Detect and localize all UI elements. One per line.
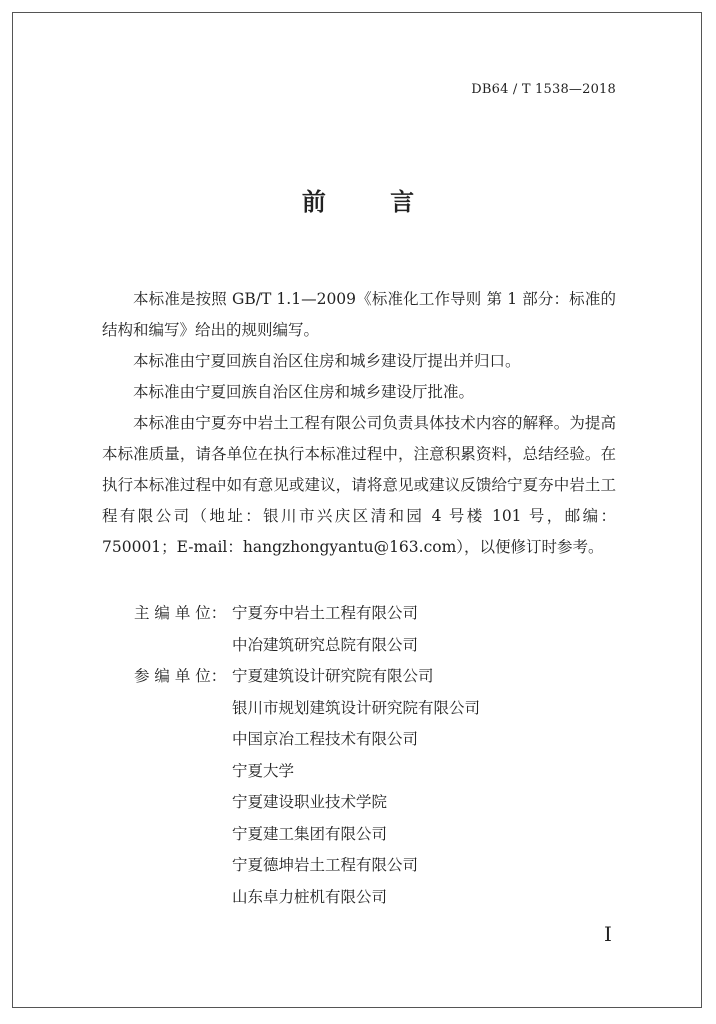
participating-unit-row — [134, 787, 480, 819]
paragraph-interpretation: 本标准由宁夏夯中岩土工程有限公司负责具体技术内容的解释。为提高本标准质量，请各单位在执行本标准过程中，注意积累资料，总结经验。在执行本标准过程中如有意见或建议，请将意见或建议反馈给宁夏夯中岩土工程有限公司（地址：银川市兴庆区清和园 4 号楼 101 号，邮编：750001；E-mail：hangzhongyantu@163.com），以便修订时参考。 — [102, 414, 616, 556]
participating-unit-row — [134, 850, 480, 882]
chief-unit-row — [134, 630, 480, 662]
chief-unit-name: 宁夏夯中岩土工程有限公司 — [232, 604, 419, 622]
participating-unit-name: 宁夏建工集团有限公司 — [232, 824, 388, 843]
participating-unit-name: 山东卓力桩机有限公司 — [232, 887, 388, 906]
drafting-units — [134, 598, 480, 913]
foreword-body — [102, 284, 616, 563]
page-title: 前 言 — [301, 188, 443, 216]
chief-unit-name: 中冶建筑研究总院有限公司 — [232, 635, 419, 654]
participating-unit-row — [134, 661, 480, 693]
paragraph-drafting-rules: 本标准是按照 GB/T 1.1—2009《标准化工作导则 第 1 部分：标准的结构和编写》给出的规则编写。 — [102, 290, 616, 339]
participating-unit-row — [134, 724, 480, 756]
participating-unit-name: 宁夏建设职业技术学院 — [232, 793, 388, 811]
participating-unit-row — [134, 819, 480, 851]
chief-unit-row — [134, 598, 480, 630]
paragraph-proposer: 本标准由宁夏回族自治区住房和城乡建设厅提出并归口。 — [133, 352, 521, 370]
participating-unit-name: 宁夏大学 — [232, 761, 295, 780]
chief-units-label: 主 编 单 位： — [134, 604, 227, 622]
participating-unit-row — [134, 756, 480, 788]
participating-unit-row — [134, 882, 480, 914]
participating-unit-name: 中国京冶工程技术有限公司 — [232, 730, 419, 748]
page-number: I — [604, 922, 612, 946]
participating-unit-name: 宁夏德坤岩土工程有限公司 — [232, 856, 419, 874]
standard-code: DB64 / T 1538—2018 — [471, 82, 616, 97]
participating-unit-row — [134, 693, 480, 725]
participating-unit-name: 银川市规划建筑设计研究院有限公司 — [232, 698, 481, 717]
participating-units-label: 参 编 单 位： — [134, 667, 227, 685]
paragraph-approver: 本标准由宁夏回族自治区住房和城乡建设厅批准。 — [133, 383, 475, 401]
participating-unit-name: 宁夏建筑设计研究院有限公司 — [232, 667, 434, 685]
